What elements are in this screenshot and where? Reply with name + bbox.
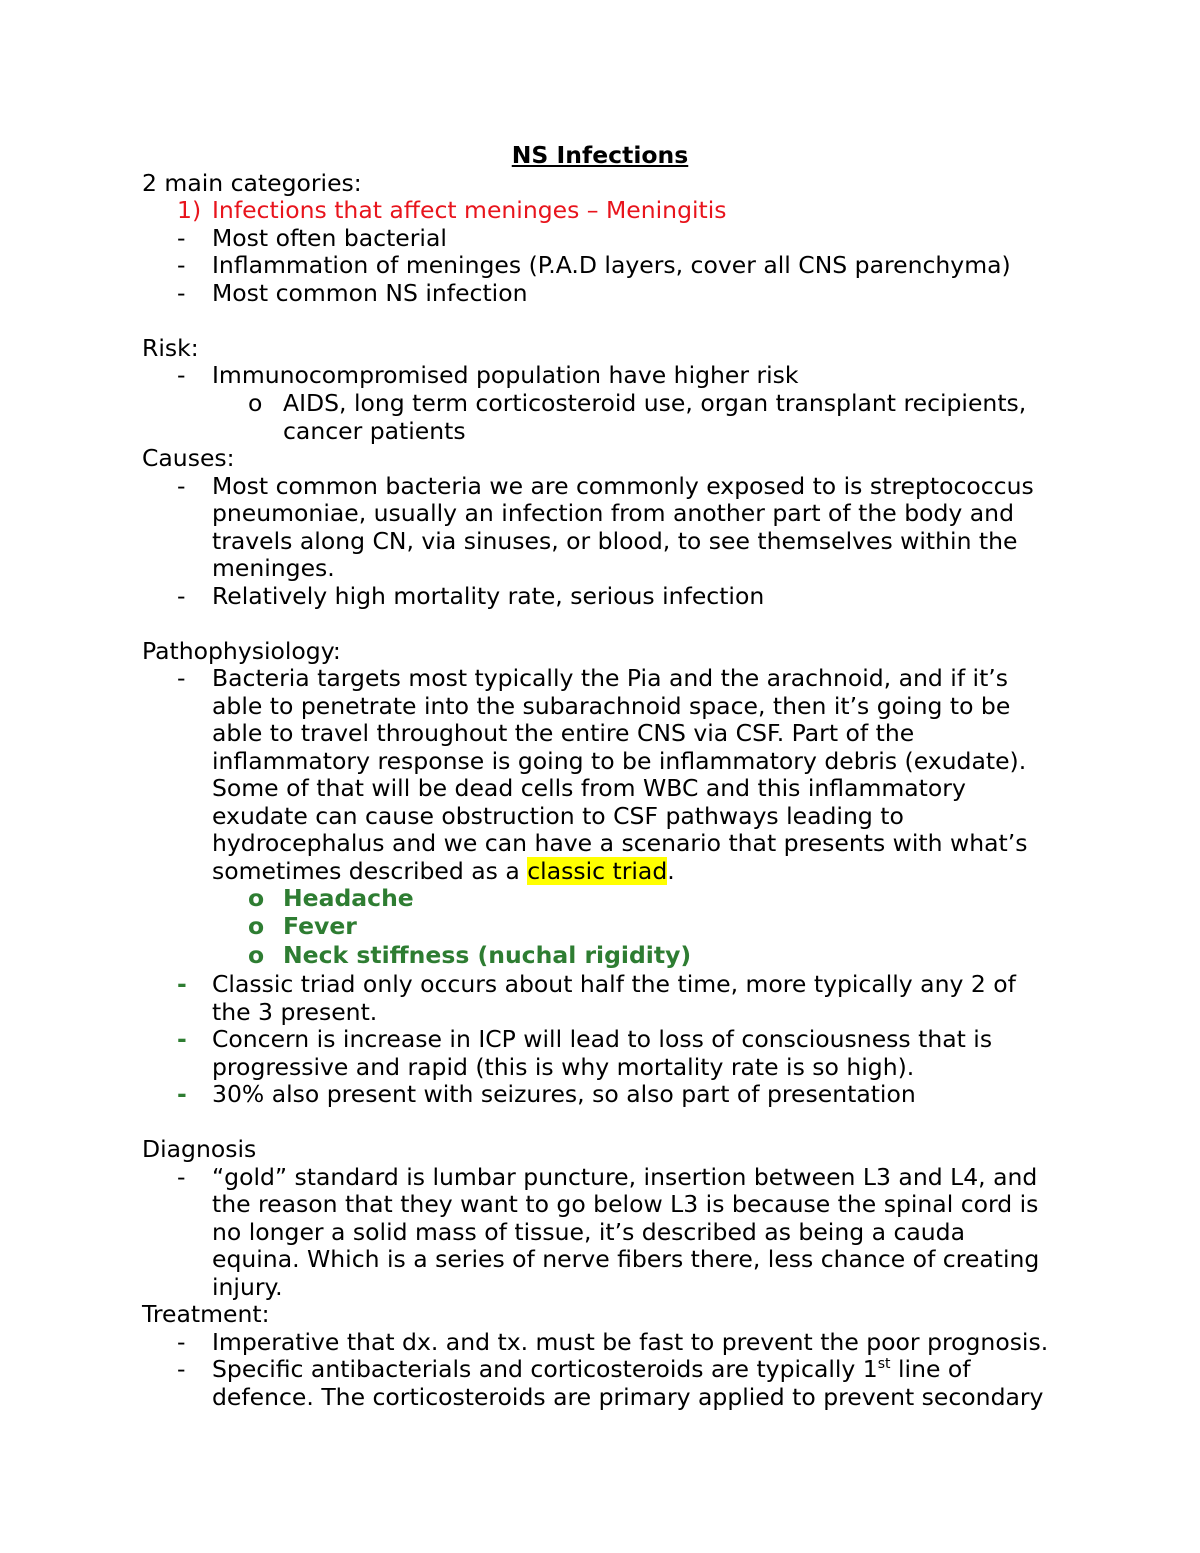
bullet-dash: -: [177, 664, 186, 692]
list-item-continuation: the reason that they want to go below L3 is because the spinal cord is: [212, 1190, 1039, 1218]
triad-item-fever: Fever: [283, 912, 357, 940]
list-item-continuation: progressive and rapid (this is why mortality rate is so high).: [212, 1053, 915, 1081]
list-item: Concern is increase in ICP will lead to loss of consciousness that is: [212, 1025, 993, 1053]
sub-list-item: cancer patients: [283, 417, 466, 445]
list-item-continuation: no longer a solid mass of tissue, it’s described as being a cauda: [212, 1218, 965, 1246]
bullet-dash: -: [177, 472, 186, 500]
text-run: sometimes described as a: [212, 857, 528, 885]
list-item-continuation: hydrocephalus and we can have a scenario that presents with what’s: [212, 829, 1028, 857]
bullet-dash: -: [177, 970, 187, 998]
category-marker: 1): [177, 196, 202, 224]
list-item-continuation: exudate can cause obstruction to CSF pathways leading to: [212, 802, 904, 830]
list-item: Classic triad only occurs about half the time, more typically any 2 of: [212, 970, 1016, 998]
text-run: line of: [890, 1355, 971, 1383]
category-text: Infections that affect meninges – Meningitis: [212, 196, 727, 224]
list-item: Inflammation of meninges (P.A.D layers, cover all CNS parenchyma): [212, 251, 1011, 279]
intro-text: 2 main categories:: [142, 169, 362, 197]
list-item-continuation: inflammatory response is going to be inflammatory debris (exudate).: [212, 747, 1027, 775]
document-title: NS Infections: [511, 141, 689, 169]
bullet-dash: -: [177, 279, 186, 307]
triad-item-headache: Headache: [283, 884, 414, 912]
list-item-continuation: able to travel throughout the entire CNS via CSF. Part of the: [212, 719, 915, 747]
bullet-dash: -: [177, 251, 186, 279]
bullet-dash: -: [177, 1025, 187, 1053]
list-item-continuation: pneumoniae, usually an infection from another part of the body and: [212, 499, 1014, 527]
list-item-continuation: equina. Which is a series of nerve fibers there, less chance of creating: [212, 1245, 1040, 1273]
list-item-continuation: [212, 857, 675, 885]
sub-bullet-circle: o: [248, 389, 263, 417]
section-heading-pathophysiology: Pathophysiology:: [142, 637, 341, 665]
bullet-dash: -: [177, 361, 186, 389]
section-heading-treatment: Treatment:: [142, 1300, 270, 1328]
list-item: Most often bacterial: [212, 224, 447, 252]
text-run: Specific antibacterials and corticosteroids are typically 1: [212, 1355, 878, 1383]
superscript-text: st: [877, 1356, 891, 1373]
triad-item-neck-stiffness: Neck stiffness (nuchal rigidity): [283, 941, 692, 969]
section-heading-risk: Risk:: [142, 334, 199, 362]
list-item: Imperative that dx. and tx. must be fast to prevent the poor prognosis.: [212, 1328, 1049, 1356]
sub-bullet-circle: o: [248, 941, 265, 969]
list-item: Bacteria targets most typically the Pia and the arachnoid, and if it’s: [212, 664, 1009, 692]
list-item: Most common bacteria we are commonly exposed to is streptococcus: [212, 472, 1034, 500]
list-item-continuation: Some of that will be dead cells from WBC and this inflammatory: [212, 774, 966, 802]
bullet-dash: -: [177, 1080, 187, 1108]
list-item: [212, 1355, 971, 1383]
list-item-continuation: injury.: [212, 1273, 283, 1301]
section-heading-causes: Causes:: [142, 444, 235, 472]
list-item: Immunocompromised population have higher risk: [212, 361, 799, 389]
list-item: Most common NS infection: [212, 279, 528, 307]
bullet-dash: -: [177, 224, 186, 252]
text-run: .: [667, 857, 675, 885]
sub-bullet-circle: o: [248, 912, 265, 940]
list-item: Relatively high mortality rate, serious infection: [212, 582, 765, 610]
section-heading-diagnosis: Diagnosis: [142, 1135, 257, 1163]
bullet-dash: -: [177, 1328, 186, 1356]
list-item-continuation: defence. The corticosteroids are primary applied to prevent secondary: [212, 1383, 1044, 1411]
sub-bullet-circle: o: [248, 884, 265, 912]
list-item: 30% also present with seizures, so also part of presentation: [212, 1080, 916, 1108]
list-item-continuation: travels along CN, via sinuses, or blood, to see themselves within the: [212, 527, 1018, 555]
highlighted-text: classic triad: [527, 857, 668, 885]
list-item-continuation: meninges.: [212, 554, 335, 582]
bullet-dash: -: [177, 1355, 186, 1383]
bullet-dash: -: [177, 1163, 186, 1191]
list-item-continuation: the 3 present.: [212, 998, 378, 1026]
list-item: “gold” standard is lumbar puncture, insertion between L3 and L4, and: [212, 1163, 1038, 1191]
list-item-continuation: able to penetrate into the subarachnoid space, then it’s going to be: [212, 692, 1011, 720]
sub-list-item: AIDS, long term corticosteroid use, organ transplant recipients,: [283, 389, 1027, 417]
bullet-dash: -: [177, 582, 186, 610]
